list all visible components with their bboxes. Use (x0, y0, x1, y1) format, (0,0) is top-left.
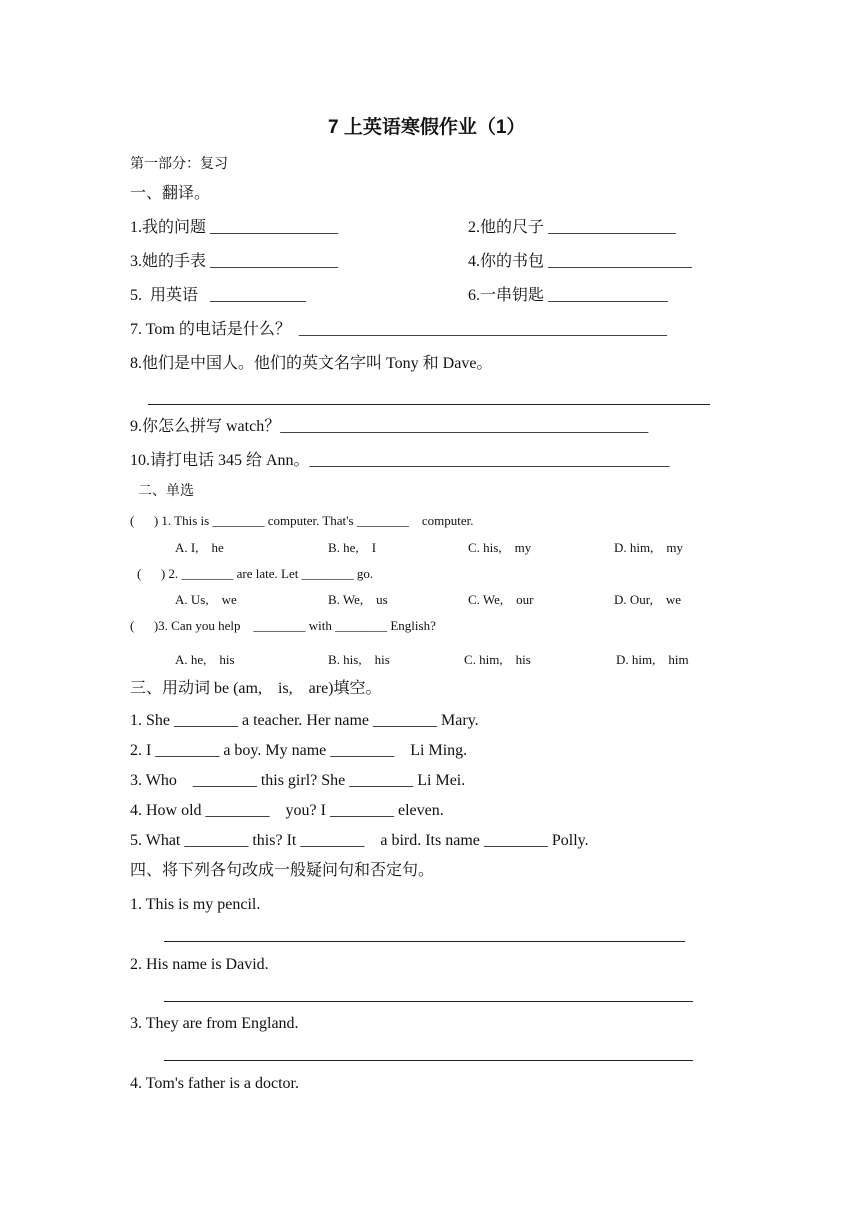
option: B. his, his (328, 652, 390, 667)
translation-item: 2.他的尺子 ________________ (468, 219, 677, 236)
answer-line (148, 404, 710, 405)
question-stem: ( ) 1. This is ________ computer. That's ________ computer. (130, 513, 474, 528)
fill-blank-item: 2. I ________ a boy. My name ________ Li Ming. (130, 742, 468, 759)
section-heading: 二、单选 (138, 484, 194, 499)
translation-item: 3.她的手表 ________________ (130, 253, 339, 270)
question-stem: ( )3. Can you help ________ with ________ English? (130, 618, 436, 633)
part-label: 第一部分：复习 (130, 157, 228, 172)
section-heading: 三、用动词 be (am, is, are)填空。 (130, 680, 382, 697)
translation-item: 8.他们是中国人。他们的英文名字叫 Tony 和 Dave。 (130, 355, 493, 372)
fill-blank-item: 5. What ________ this? It ________ a bird. Its name ________ Polly. (130, 832, 589, 849)
translation-item: 1.我的问题 ________________ (130, 219, 339, 236)
option: A. Us, we (175, 592, 237, 607)
section-heading: 一、翻译。 (130, 185, 211, 202)
option: D. him, him (616, 652, 689, 667)
option: D. Our, we (614, 592, 681, 607)
fill-blank-item: 4. How old ________ you? I ________ eleven. (130, 802, 444, 819)
option: B. We, us (328, 592, 388, 607)
section-heading: 四、将下列各句改成一般疑问句和否定句。 (130, 862, 435, 879)
option: C. him, his (464, 652, 531, 667)
question-stem: ( ) 2. ________ are late. Let ________ go. (137, 566, 374, 581)
option: A. I, he (175, 540, 224, 555)
option: D. him, my (614, 540, 683, 555)
translation-item: 4.你的书包 __________________ (468, 253, 693, 270)
worksheet-title: 7 上英语寒假作业（1） (328, 117, 526, 138)
fill-blank-item: 3. Who ________ this girl? She ________ Li Mei. (130, 772, 466, 789)
translation-item: 7. Tom 的电话是什么？ ______________________________________________ (130, 321, 667, 338)
translation-item: 9.你怎么拼写 watch？______________________________________________ (130, 418, 649, 435)
translation-item: 10.请打电话 345 给 Ann。_____________________________________________ (130, 452, 670, 469)
rewrite-item: 2. His name is David. (130, 956, 269, 973)
fill-blank-item: 1. She ________ a teacher. Her name ________ Mary. (130, 712, 479, 729)
rewrite-item: 1. This is my pencil. (130, 896, 261, 913)
option: C. We, our (468, 592, 534, 607)
rewrite-item: 3. They are from England. (130, 1015, 299, 1032)
option: A. he, his (175, 652, 235, 667)
answer-line (164, 1001, 693, 1002)
answer-line (164, 1060, 693, 1061)
option: B. he, I (328, 540, 377, 555)
translation-item: 6.一串钥匙 _______________ (468, 287, 669, 304)
option: C. his, my (468, 540, 532, 555)
answer-line (164, 941, 685, 942)
rewrite-item: 4. Tom's father is a doctor. (130, 1075, 299, 1092)
translation-item: 5. 用英语 ____________ (130, 287, 307, 304)
